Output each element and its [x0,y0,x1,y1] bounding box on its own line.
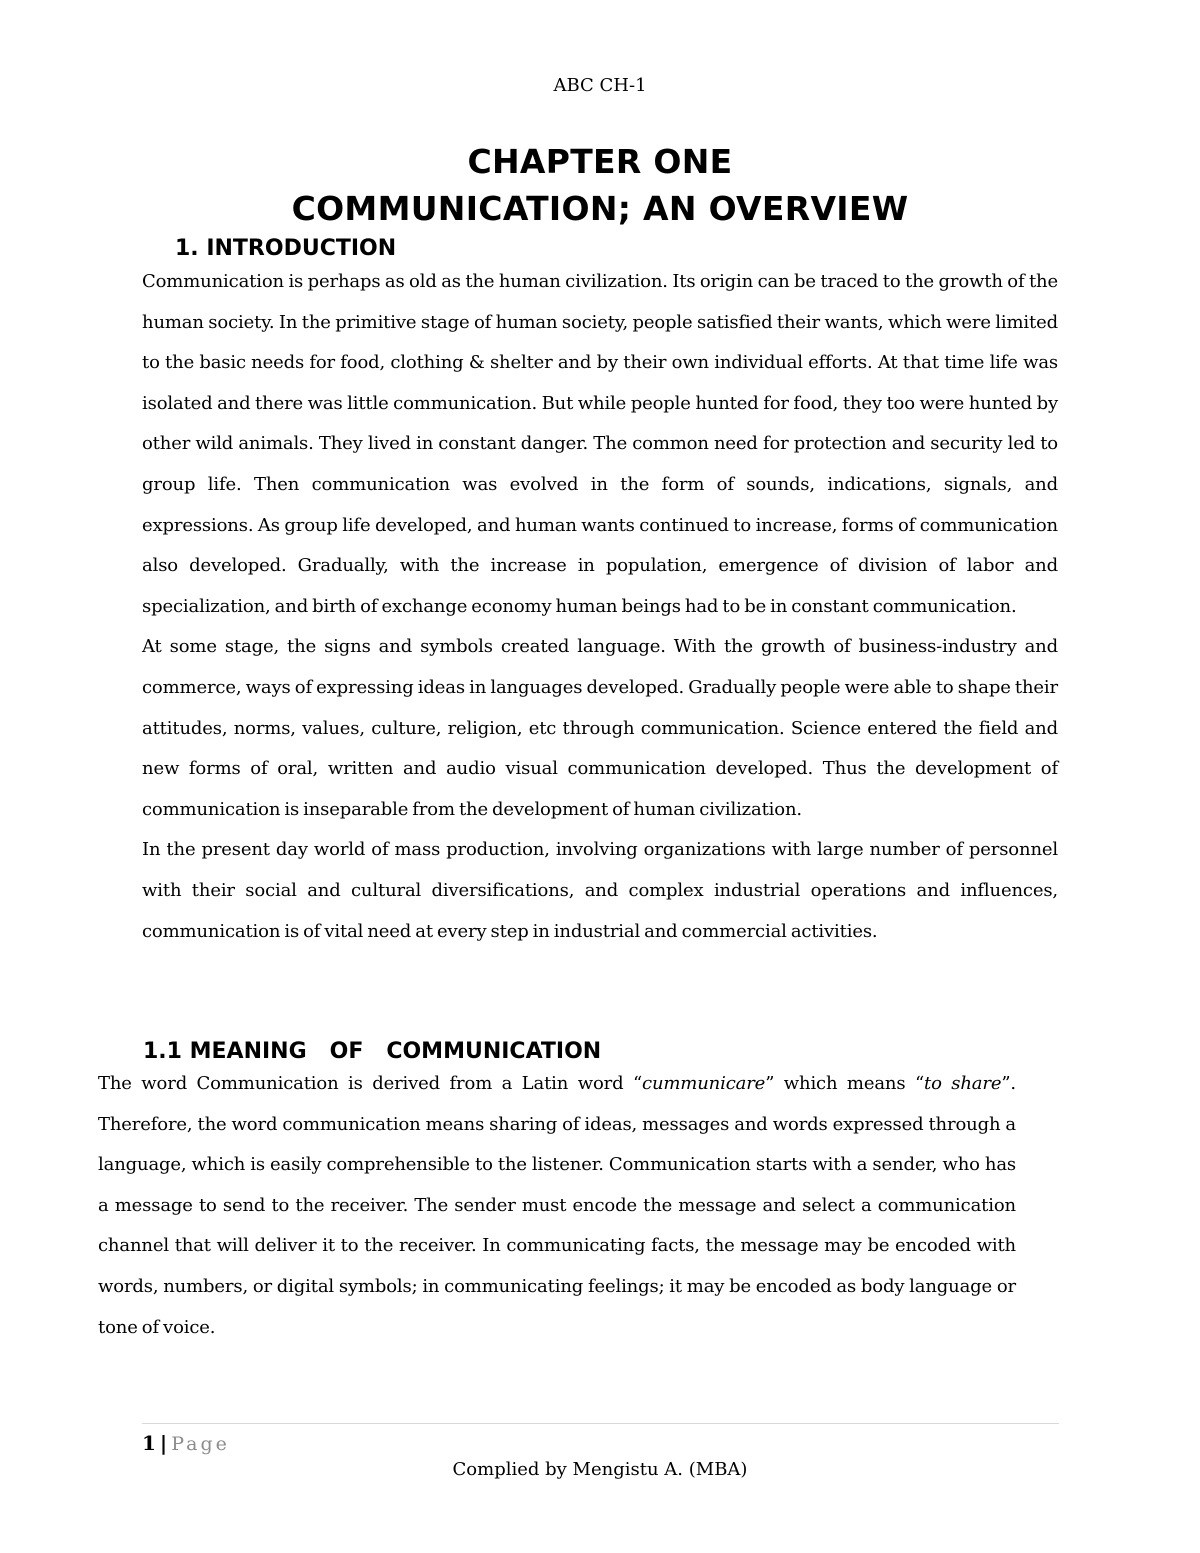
introduction-heading: 1. INTRODUCTION [175,236,397,261]
introduction-body [142,262,1058,952]
meaning-rest-text: ”. Therefore, the word communication means sharing of ideas, messages and words expressed through a language, which is easily comprehensible to the listener. Communication starts with a sender, who has a message to send to the receiver. The sender must encode the message and select a communication channel that will deliver it to the receiver. In communicating facts, the message may be encoded with words, numbers, or digital symbols; in communicating feelings; it may be encoded as body language or tone of voice. [98,1073,1016,1338]
meaning-paragraph [98,1064,1016,1348]
introduction-paragraph-2: At some stage, the signs and symbols created language. With the growth of business-industry and commerce, ways of expressing ideas in languages developed. Gradually people were able to shape their attitudes, norms, values, culture, religion, etc through communication. Science entered the field and new forms of oral, written and audio visual communication developed. Thus the development of communication is inseparable from the development of human civilization. [142,636,1058,820]
meaning-mid-text: ” which means “ [765,1073,925,1094]
latin-term: cummunicare [642,1073,766,1094]
page-number: 1 [142,1431,156,1455]
term-meaning: to share [924,1073,1002,1094]
chapter-number-title: CHAPTER ONE [467,142,733,181]
introduction-paragraph-3: In the present day world of mass production, involving organizations with large number of personnel with their social and cultural diversifications, and complex industrial operations and influences, communication is of vital need at every step in industrial and commercial activities. [142,839,1058,942]
page-number-footer [142,1429,230,1458]
meaning-body [98,1064,1016,1348]
running-header: ABC CH-1 [553,75,647,96]
chapter-subject-title: COMMUNICATION; AN OVERVIEW [291,189,909,228]
meaning-lead-text: The word Communication is derived from a Latin word “ [98,1073,643,1094]
page-separator: | [159,1431,168,1455]
page-label: Page [171,1433,230,1455]
meaning-heading: 1.1 MEANING OF COMMUNICATION [143,1039,602,1064]
footer-divider [142,1423,1059,1424]
introduction-paragraph-1: Communication is perhaps as old as the human civilization. Its origin can be traced to the growth of the human society. In the primitive stage of human society, people satisfied their wants, which were limited to the basic needs for food, clothing & shelter and by their own individual efforts. At that time life was isolated and there was little communication. But while people hunted for food, they too were hunted by other wild animals. They lived in constant danger. The common need for protection and security led to group life. Then communication was evolved in the form of sounds, indications, signals, and expressions. As group life developed, and human wants continued to increase, forms of communication also developed. Gradually, with the increase in population, emergence of division of labor and specialization, and birth of exchange economy human beings had to be in constant communication. [142,271,1058,617]
compiled-by-footer: Complied by Mengistu A. (MBA) [452,1459,748,1480]
